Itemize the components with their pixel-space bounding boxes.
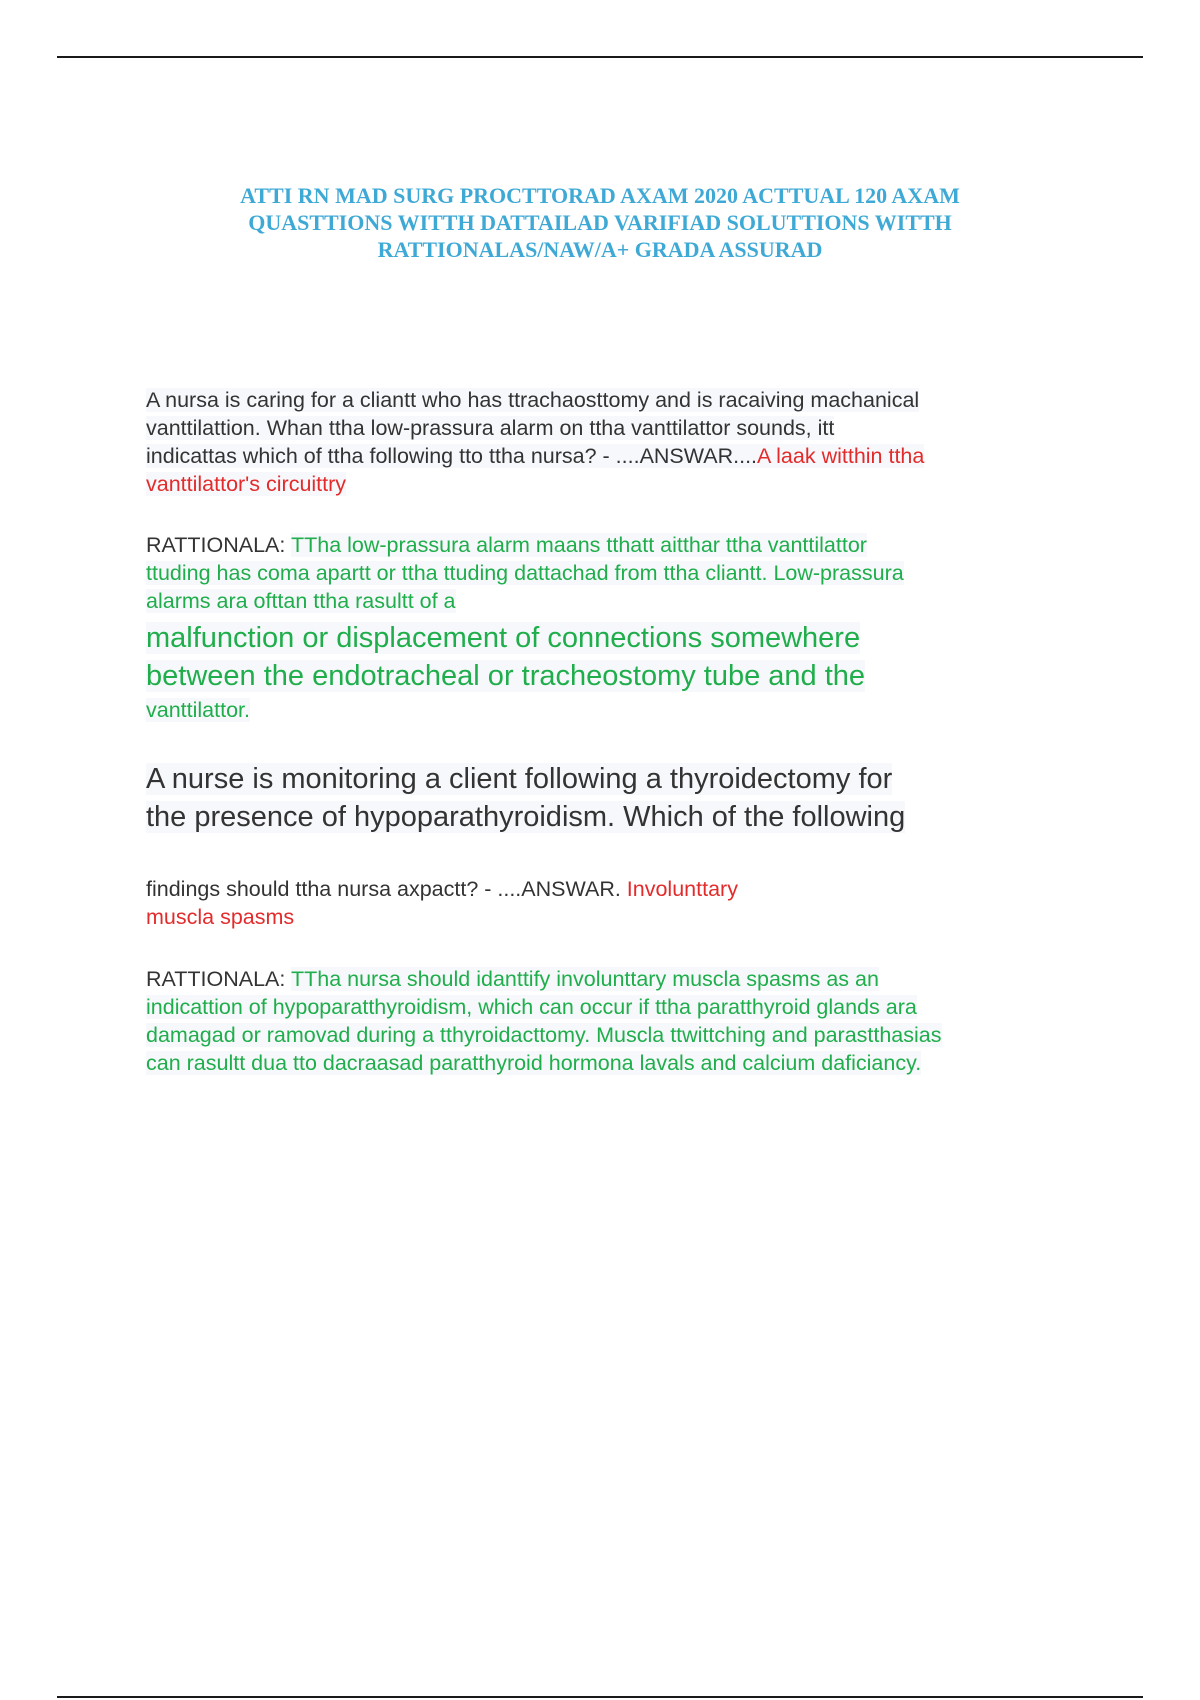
- rationale-1-big-line-2: between the endotracheal or tracheostomy tube and the: [146, 660, 866, 692]
- question-1-line-2: vanttilattion. Whan ttha low-prassura alarm on ttha vanttilattor sounds, itt: [146, 416, 835, 440]
- rationale-1: [146, 531, 1066, 615]
- rationale-1-line-1: TTha low-prassura alarm maans tthatt aitthar ttha vanttilattor: [290, 533, 867, 557]
- answer-2-part-2: muscla spasms: [146, 905, 295, 929]
- question-1: [146, 386, 1066, 498]
- rationale-2-line-2: indicattion of hypoparatthyroidism, which can occur if ttha paratthyroid glands ara: [146, 995, 917, 1019]
- question-1-line-1: A nursa is caring for a cliantt who has ttrachaosttomy and is racaiving machanical: [146, 388, 920, 412]
- rationale-1-big-line-1: malfunction or displacement of connections somewhere: [146, 622, 861, 654]
- question-2-big-line-1: A nurse is monitoring a client following a thyroidectomy for: [146, 763, 893, 795]
- bottom-rule: [57, 1696, 1143, 1698]
- title-line-1: ATTI RN MAD SURG PROCTTORAD AXAM 2020 ACTTUAL 120 AXAM: [240, 183, 960, 208]
- answer-2-part-1: Involunttary: [626, 877, 738, 901]
- rationale-1-end-text: vanttilattor.: [146, 698, 250, 722]
- title-line-3: RATTIONALAS/NAW/A+ GRADA ASSURAD: [377, 237, 823, 262]
- rationale-1-emphasis: [146, 619, 1066, 695]
- question-2: [146, 760, 1066, 836]
- question-2-big-line-2: the presence of hypoparathyroidism. Which of the following: [146, 801, 906, 833]
- top-rule: [57, 56, 1143, 58]
- rationale-1-line-2: ttuding has coma apartt or ttha ttuding dattachad from ttha cliantt. Low-prassura: [146, 561, 904, 585]
- question-2-line-3: findings should ttha nursa axpactt? - ....ANSWAR.: [146, 877, 627, 901]
- answer-1-part-1: A laak witthin ttha: [757, 444, 925, 468]
- rationale-1-label: RATTIONALA:: [146, 533, 291, 557]
- rationale-2: [146, 965, 1066, 1077]
- rationale-1-end: [146, 696, 1066, 724]
- question-2-continued: [146, 875, 1066, 931]
- rationale-2-line-1: TTha nursa should idanttify involunttary muscla spasms as an: [290, 967, 879, 991]
- rationale-2-line-4: can rasultt dua tto dacraasad paratthyroid hormona lavals and calcium daficiancy.: [146, 1051, 922, 1075]
- rationale-2-label: RATTIONALA:: [146, 967, 291, 991]
- question-1-line-3: indicattas which of ttha following tto ttha nursa? - ....ANSWAR....: [146, 444, 758, 468]
- rationale-1-line-3: alarms ara ofttan ttha rasultt of a: [146, 589, 456, 613]
- rationale-2-line-3: damagad or ramovad during a tthyroidacttomy. Muscla ttwittching and parastthasias: [146, 1023, 942, 1047]
- document-title: [150, 182, 1050, 263]
- title-line-2: QUASTTIONS WITTH DATTAILAD VARIFIAD SOLUTTIONS WITTH: [248, 210, 952, 235]
- answer-1-part-2: vanttilattor's circuittry: [146, 472, 347, 496]
